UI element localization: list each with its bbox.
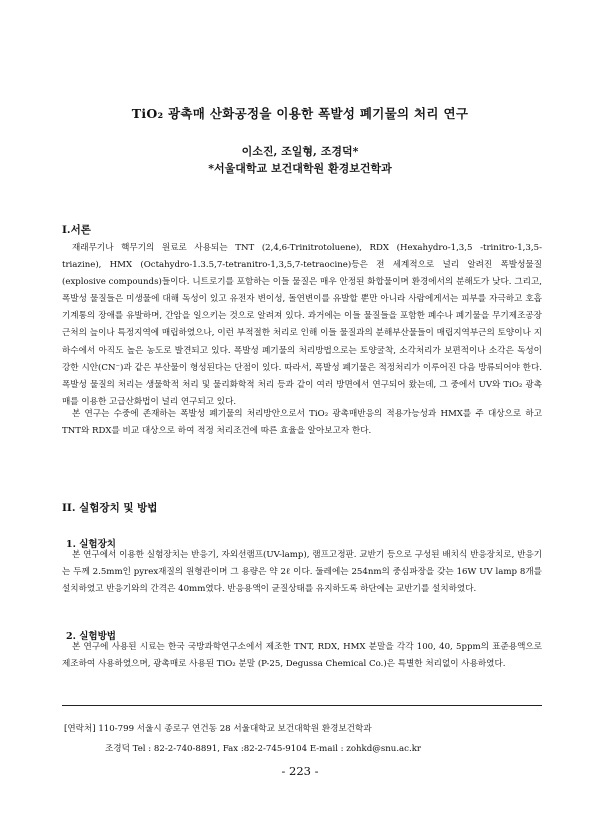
contact-address: [연락처] 110-799 서울시 종로구 연건동 28 서울대학교 보건대학원 환경보건학과 [64, 724, 372, 734]
author-block [0, 143, 600, 177]
apparatus-paragraph: 본 연구에서 이용한 실험장치는 반응기, 자외선램프(UV-lamp), 램프고정판. 교반기 등으로 구성된 배치식 반응장치로, 반응기는 두께 2.5mm인 pyrex재질의 원형관이며 그 용량은 약 2ℓ 이다. 둘레에는 254nm의 중심파장을 갖는 16W UV lamp 8개를 설치하였고 반응기와의 간격은 40mm였다. 반응용액이 균질상태를 유지하도록 하단에는 교반기를 설치하였다. [62, 550, 542, 595]
section-heading-introduction: I.서론 [62, 224, 91, 236]
author-affiliation: *서울대학교 보건대학원 환경보건학과 [208, 162, 392, 175]
intro-paragraph-2: 본 연구는 수중에 존재하는 폭발성 폐기물의 처리방안으로서 TiO₂ 광촉매반응의 적용가능성과 HMX를 주 대상으로 하고 TNT와 RDX를 비교 대상으로 하여 적정 처리조건에 따른 효율을 알아보고자 한다. [62, 409, 542, 437]
intro-paragraph-1: 재래무기나 핵무기의 원료로 사용되는 TNT (2,4,6-Trinitrotoluene), RDX (Hexahydro-1,3,5 -trinitro-1,3,5-triazine), HMX (Octahydro-1.3.5,7-tetranitro-1,3,5,7-tetraocine)등은 전 세계적으로 널리 알려진 폭발성물질(explosive compounds)들이다. 니트로기를 포함하는 이들 물질은 매우 안정된 화합물이며 환경에서의 분해도가 낮다. 그리고, 폭발성 물질들은 미생물에 대해 독성이 있고 유전자 변이성, 돌연변이를 유발할 뿐만 아니라 사람에게서는 피부를 자극하고 호흡기계통의 장애를 유발하며, 간암을 일으키는 것으로 알려져 있다. 과거에는 이들 물질들을 포함한 폐수나 폐기물을 무기제조공장 근처의 늪이나 특정지역에 매립하였으나, 이런 부적절한 처리로 인해 이들 물질과의 분해부산물들이 매립지역부근의 토양이나 지하수에서 아직도 높은 농도로 발견되고 있다. 폭발성 폐기물의 처리방법으로는 토양굴착, 소각처리가 보편적이나 소각은 독성이 강한 시안(CN⁻)과 같은 부산물이 형성된다는 단점이 있다. 따라서, 폭발성 폐기물은 적정처리가 이루어진 다음 방류되어야 한다. 폭발성 물질의 처리는 생물학적 처리 및 물리화학적 처리 등과 같이 여러 방면에서 연구되어 왔는데, 그 중에서 UV와 TiO₂ 광촉매를 이용한 고급산화법이 널리 연구되고 있다. [62, 243, 542, 407]
subsection-heading-procedure: 2. 실험방법 [66, 631, 116, 642]
subsection-heading-apparatus: 1. 실험장치 [66, 539, 116, 550]
contact-phone-email: 조경덕 Tel : 82-2-740-8891, Fax :82-2-745-9104 E-mail : zohkd@snu.ac.kr [105, 744, 422, 754]
footnote-divider [62, 705, 542, 706]
contact-block [64, 719, 421, 759]
page-number: - 223 - [281, 764, 319, 778]
section-heading-methods: II. 실험장치 및 방법 [62, 502, 158, 514]
procedure-paragraph: 본 연구에 사용된 시료는 한국 국방과학연구소에서 제조한 TNT, RDX, HMX 분말을 각각 100, 40, 5ppm의 표준용액으로 제조하여 사용하였으며, 광촉매로 사용된 TiO₂ 분말 (P-25, Degussa Chemical Co.)은 특별한 처리없이 사용하였다. [62, 642, 542, 670]
author-names: 이소진, 조일형, 조경덕* [241, 145, 359, 158]
paper-title: TiO₂ 광촉매 산화공정을 이용한 폭발성 폐기물의 처리 연구 [131, 106, 469, 121]
